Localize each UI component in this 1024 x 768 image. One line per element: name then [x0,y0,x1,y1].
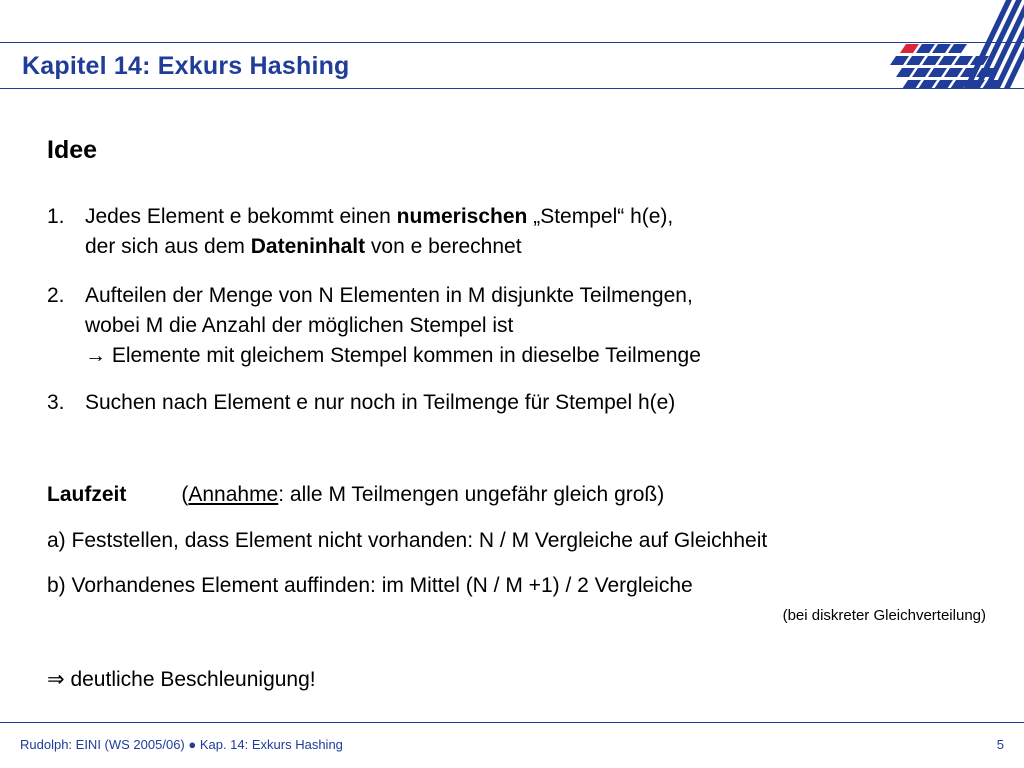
footnote-distribution: (bei diskreter Gleichverteilung) [782,607,986,624]
logo-cell [912,68,931,77]
footer-course: Rudolph: EINI (WS 2005/06) ● Kap. 14: Exkurs Hashing [20,737,343,752]
list-line: Aufteilen der Menge von N Elementen in M disjunkte Teilmengen, [85,284,693,307]
text-span: von e berechnet [365,235,522,258]
section-heading-idee: Idee [47,136,98,164]
logo-cell [934,80,953,89]
list-item-text [85,202,673,262]
logo-cell [906,56,925,65]
list-number: 3. [47,391,65,414]
annahme-term: Annahme [188,483,279,506]
logo-cell [944,68,963,77]
logo-cell [922,56,941,65]
text-span: der sich aus dem [85,235,251,258]
laufzeit-label: Laufzeit [47,483,127,506]
logo-cell [890,56,909,65]
logo-cell [932,44,951,53]
header-rule-bottom [0,88,1024,89]
list-item-text [85,281,701,371]
case-b: b) Vorhandenes Element auffinden: im Mittel (N / M +1) / 2 Vergleiche [47,574,693,597]
text-span: ( [181,483,189,506]
list-number: 1. [47,205,65,228]
conclusion-text: deutliche Beschleunigung! [64,668,316,691]
slide-title: Kapitel 14: Exkurs Hashing [22,52,350,80]
page-number: 5 [996,737,1004,752]
university-logo [880,0,1024,90]
logo-cell [916,44,935,53]
logo-cell [896,68,915,77]
list-item-text [85,388,675,418]
text-span: : alle M Teilmengen ungefähr gleich groß) [278,483,665,506]
logo-cell [954,56,973,65]
logo-cell [938,56,957,65]
case-a: a) Feststellen, dass Element nicht vorhanden: N / M Vergleiche auf Gleichheit [47,529,768,552]
implies-icon: ⇒ [47,668,65,691]
logo-cell [900,44,919,53]
bold-term: numerischen [396,205,528,228]
list-line: wobei M die Anzahl der möglichen Stempel ist [85,314,514,337]
logo-cell [948,44,967,53]
text-span: Jedes Element e bekommt einen [85,205,397,228]
logo-cell [902,80,921,89]
laufzeit-line [47,480,664,510]
list-number: 2. [47,284,65,307]
bold-term: Dateninhalt [250,235,366,258]
logo-cell [928,68,947,77]
text-span: „Stempel“ h(e), [527,205,674,228]
list-line [85,232,673,262]
logo-cell [918,80,937,89]
list-line: Suchen nach Element e nur noch in Teilmenge für Stempel h(e) [85,391,676,414]
list-line [85,202,673,232]
footer-rule [0,722,1024,723]
conclusion [47,665,316,695]
list-line: → Elemente mit gleichem Stempel kommen in dieselbe Teilmenge [85,344,701,367]
header-rule-top [0,42,1024,43]
